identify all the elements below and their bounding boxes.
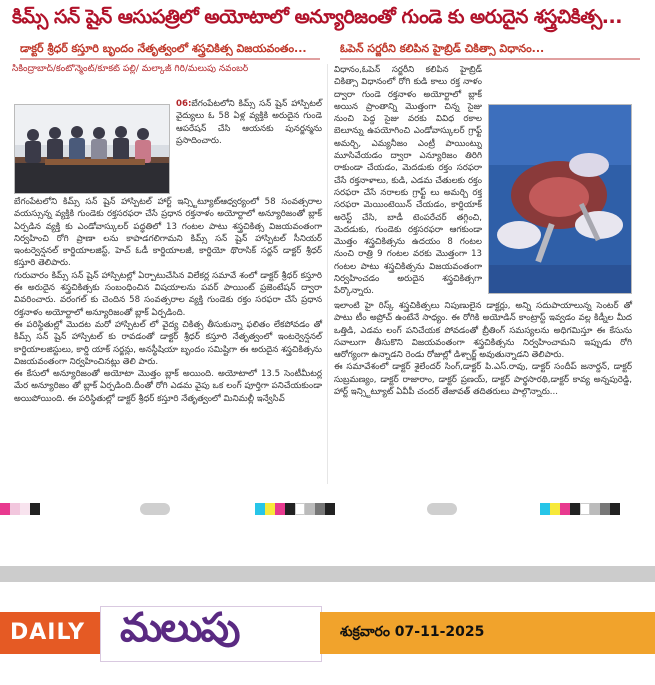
surgery-photo <box>488 104 632 294</box>
color-registration-bar <box>540 503 620 515</box>
column-divider <box>327 64 328 484</box>
color-registration-bar <box>0 503 40 515</box>
paragraph: ఈ సమావేశంలో డాక్టర్ శైలేందర్ సింగ్,డాక్టర్ పి.ఎస్.రావు, డాక్టర్ సందీప్ జనార్దన్, డాక్టర్ సుబ్రమణ్యం, డాక్టర్ రాజారాం, డాక్టర్ ప్రణయ్, డాక్టర్ పార్థసారథి,డాక్టర్ కావ్య అన్నపురెడ్డి, హార్ట్ ఇన్స్టిట్యూట్ ఏవీపీ చందర్ తేజావత్ తదితరులు పాల్గొన్నారు... <box>334 362 632 398</box>
subhead-underline-left <box>20 58 320 60</box>
issue-date: శుక్రవారం 07-11-2025 <box>340 624 485 640</box>
subhead-underline-right <box>340 58 640 60</box>
paragraph: బేగంపేటలోని కిమ్స్ సన్ షైన్ హాస్పిటల్ హార్ట్ ఇన్స్టిట్యూట్ఆధ్వర్యంలో 58 సంవత్సరాల వయస్సున్న వ్యక్తికి గుండెకు రక్తసరఫరా చేసే ప్రధాన రక్తనాళం అయోర్టాలో అన్యూరిజంతో బ్లాక్ ఏర్పడిన వ్యక్తి కు ఎండోవాస్కులర్ పద్ధతిలో 13 గంటల పాటు శస్త్రచికిత్స విజయవంతంగా నిర్వహించి రోగి ప్రాణా లను కాపాడగలిగామని కిమ్స్ సన్ షైన్ హాస్పిటల్ సీనియర్ ఇంటర్వెన్షనల్ కార్డియాలజిస్ట్, హెచ్ ఓడీ కార్డియాలజీ, కార్డియో థొరాసిక్ సర్జన్ డాక్టర్ శ్రీధర్ కస్తూరి తెలిపారు. <box>14 197 322 269</box>
paragraph: విధానం,ఓపెన్ సర్జరీని కలిపిన హైబ్రిడ్ చికిత్సా విధానంలో రోగి కుడి కాలు రక్త నాళం ద్వారా గుండె రక్తనాళం అయోర్టాలో బ్లాక్ అయిన ప్రాంతాన్ని మొత్తంగా చిన్న సైజు నుంచి పెద్ద సైజు వరకు వివిధ రకాల బెలూన్ను ఉపయోగించి ఎండోవాస్కులర్ గ్రాఫ్ట్ అమర్చి, ఎమ్యనీజం ఎంట్రీ పాయింట్ను మూసివేయడం ద్వారా ఎన్యూరిజం తిరిగి రాకుండా చేయడం, మెదడుకు రక్తం సరఫరా చేసే రక్తనాళాలు, కుడి, ఎడమ చేతులకు రక్తం సరఫరా చేసే నరాలకు గ్రాఫ్ట్ లు అమర్చి రక్త సరఫరా మెయింటెయిన్ చేయడం, కార్డియాక్ అరెస్ట్ చేసి, బాడీ టెంపరేచర్ తగ్గించి, మెదడుకు, గుండెకు రక్తసరఫరా ఆగకుండా మొత్తం శస్త్రచికిత్సను ఉదయం 8 గంటల నుంచి రాత్రి 9 గంటల వరకు మొత్తంగా 13 గంటల పాటు శస్త్రచికిత్సను విజయవంతంగా నిర్వహించడం అరుదైన శస్త్రచికిత్సగా పేర్కొన్నారు. <box>334 65 482 296</box>
daily-label: DAILY <box>0 612 100 654</box>
headline: కిమ్స్ సన్ షైన్ ఆసుపత్రిలో అయోటాలో అన్యూరిజంతో గుండె కు అరుదైన శస్త్రచికిత్స... <box>12 6 622 28</box>
page-separator <box>0 566 655 582</box>
color-registration-bar <box>255 503 335 515</box>
paragraph: ఈ పరిస్థితుల్లో మొదట మరో హాస్పిటల్ లో వైద్య చికిత్స తీసుకున్నా ఫలితం లేకపోవడం తో కిమ్స్ సన్ షైన్ హాస్పిటల్ కు రావడంతో డాక్టర్ శ్రీధర్ కస్తూరి నేతృత్వంలో ఇంటర్వెన్షనల్ కార్డియాలజిస్టులు, కార్డి యాక్ సర్జన్లు, అనస్థీషియా బృందం సమిష్టిగా ఈ అరుదైన శస్త్రచికిత్సను విజయవంతంగా నిర్వహించినట్లు తెలి పారు. <box>14 319 322 367</box>
masthead-logo: మలుపు <box>120 604 239 651</box>
press-meet-photo <box>14 104 170 194</box>
dateline: సికింద్రాబాద్/కంటోన్మెంట్/కూకట్ పల్లి/ మల్కాజ్ గిరి/మలుపు నవంబర్ <box>12 64 249 74</box>
article-left-intro <box>176 98 322 147</box>
subheadline-left: డాక్టర్ శ్రీధర్ కస్తూరి బృందం నేతృత్వంలో శస్త్రచికిత్స విజయవంతం... <box>20 42 307 55</box>
article-right-upper <box>334 64 482 296</box>
article-left-body <box>14 196 322 405</box>
article-right-lower <box>334 300 632 398</box>
paragraph: గురువారం కిమ్స్ సన్ షైన్ హాస్పిటల్లో ఏర్పాటుచేసిన విలేకర్ల సమావే శంలో డాక్టర్ శ్రీధర్ కస్తూరి ఈ అరుదైన శస్త్రచికిత్సకు సంబంధించిన విషయాలను పవర్ పాయింట్ ప్రజెంటేషన్ ద్వారా వివరించారు. వరంగల్ కు చెందిన 58 సంవత్సరాల వ్యక్తి గుండెకు రక్తం సరఫరా చేసే ప్రధాన రక్తనాళం అయోర్టాలో అన్యూరిజంతో బ్లాక్ ఏర్పడింది. <box>14 270 322 318</box>
subheadline-right: ఓపెన్ సర్జరీని కలిపిన హైబ్రిడ్ చికిత్సా విధానం... <box>340 42 545 55</box>
registration-pill <box>140 503 170 515</box>
paragraph: బేగంపేటలోని కిమ్స్ సన్ షైన్ హాస్పిటల్ వైద్యులు ఓ 58 ఏళ్ల వ్యక్తికి అరుదైన గుండె ఆపరేషన్ చేసి ఆయనకు పునర్జన్మను ప్రసాదించారు. <box>176 99 322 146</box>
paragraph: ఇలాంటి హై రిస్క్ శస్త్రచికిత్సలు నిపుణులైన డాక్టర్లు, అన్ని సదుపాయాలున్న సెంటర్ తో పాటు టీం అప్రోచ్ ఉంటేనే సాధ్యం. ఈ రోగికి అయోడిన్ కాంట్రాస్ట్ ఇవ్వడం వల్ల కిడ్నీల మీద ఒత్తిడి, ఎడమ లంగ్ పనిచేయక పోవడంతో బ్రీతింగ్ సమస్యలను అధిగమిస్తూ ఈ కేసును సవాలుగా తీసుకొని విజయవంతంగా శస్త్రచికిత్సను నిర్వహించామని ఇప్పుడు రోగి ఆరోగ్యంగా ఉన్నాడని రెండు రోజుల్లో డిశ్చార్జ్ అవుతున్నాడని తెలిపారు. <box>334 301 632 361</box>
lead-date: 06: <box>176 99 192 109</box>
paragraph: ఈ కేసులో అన్యూరిజంతో అయోటా మొత్తం బ్లాక్ అయింది. అయోటాలో 13.5 సెంటీమీటర్ల మేర అన్యూరిజం తో బ్లాక్ ఏర్పడింది.దీంతో రోగి ఎడమ వైపు ఒక లంగ్ పూర్తిగా పనిచేయకుండా అయిపోయింది. ఈ పరిస్థితుల్లో డాక్టర్ శ్రీధర్ కస్తూరి నేతృత్వంలో మినిమల్లీ ఇన్వేసివ్ <box>14 369 322 404</box>
registration-pill <box>427 503 457 515</box>
